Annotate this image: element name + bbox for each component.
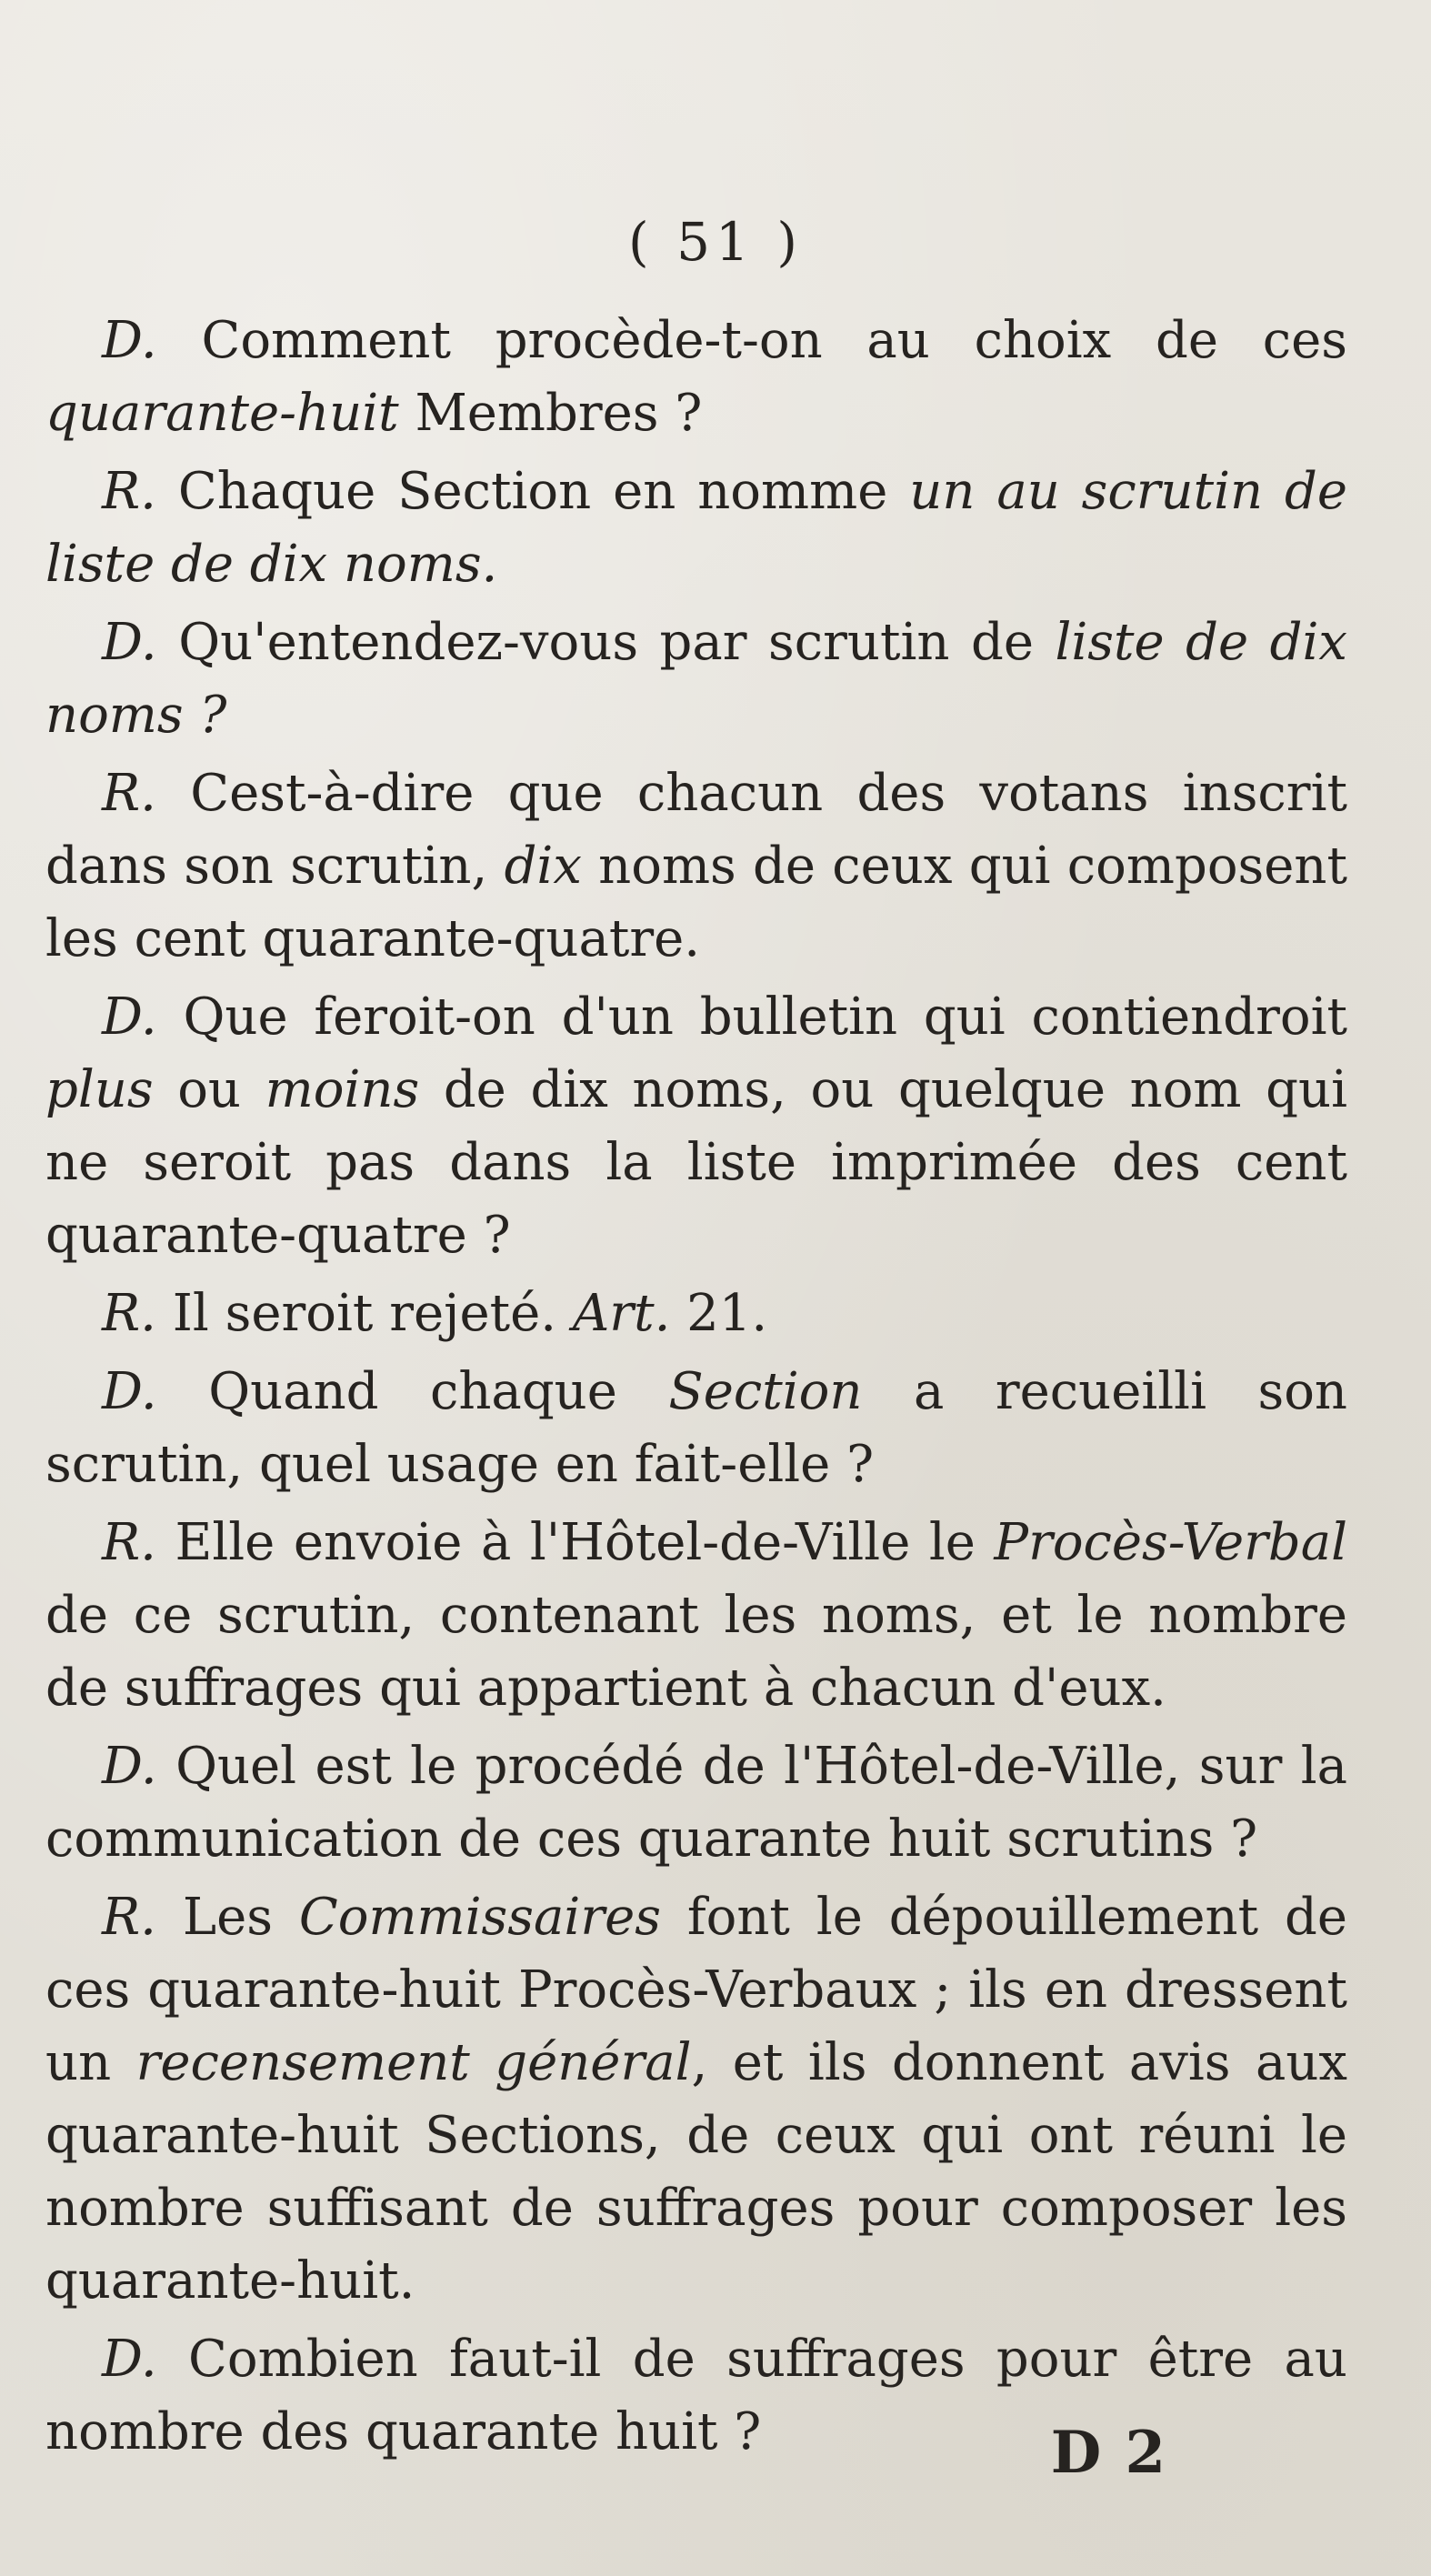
text-segment: Elle envoie à l'Hôtel-de-Ville le (175, 1513, 995, 1572)
speaker-tag: D. (102, 1737, 157, 1796)
answer-paragraph (45, 456, 1347, 601)
speaker-tag: D. (102, 987, 157, 1047)
text-segment: Il seroit rejeté. (172, 1284, 573, 1343)
speaker-tag: R. (102, 1888, 156, 1947)
italic-segment: dix (504, 837, 582, 896)
text-segment: Quel est le procédé de l'Hôtel-de-Ville, sur la communication de ces quarante huit scrutins ? (45, 1737, 1347, 1869)
italic-segment: moins (265, 1060, 420, 1119)
text-segment: de ce scrutin, contenant les noms, et le nombre de suffrages qui appartient à chacun d'eux. (45, 1586, 1347, 1718)
speaker-tag: R. (102, 1284, 156, 1343)
text-segment: noms de ceux qui composent les cent quarante-quatre. (45, 837, 1347, 968)
italic-segment: quarante-huit (45, 384, 399, 443)
italic-segment: liste de dix noms ? (45, 613, 1347, 745)
text-segment: Qu'entendez-vous par scrutin de (178, 613, 1056, 672)
speaker-tag: R. (102, 462, 156, 521)
speaker-tag: D. (102, 2330, 157, 2389)
italic-segment: un au scrutin de liste de dix noms. (45, 462, 1347, 594)
speaker-tag: D. (102, 1362, 157, 1421)
question-paragraph (45, 606, 1347, 752)
speaker-tag: D. (102, 311, 157, 370)
catechism-text (45, 305, 1347, 2474)
text-segment: Membres ? (398, 384, 703, 443)
answer-paragraph (45, 1507, 1347, 1725)
text-segment: ou (153, 1060, 265, 1119)
question-paragraph (45, 305, 1347, 450)
italic-segment: Art. (572, 1284, 671, 1343)
page-number: ( 51 ) (628, 211, 803, 273)
question-paragraph (45, 981, 1347, 1272)
answer-paragraph (45, 1278, 1347, 1350)
speaker-tag: D. (102, 613, 157, 672)
answer-paragraph (45, 757, 1347, 976)
question-paragraph (45, 1730, 1347, 1876)
text-segment: Quand chaque (208, 1362, 669, 1421)
text-segment: de dix noms, ou quelque nom qui ne seroit pas dans la liste imprimée des cent quarante-quatre ? (45, 1060, 1347, 1265)
text-segment: a recueilli son scrutin, quel usage en fait-elle ? (45, 1362, 1347, 1494)
italic-segment: Section (668, 1362, 863, 1421)
italic-segment: recensement général (135, 2033, 692, 2092)
text-segment: Que feroit-on d'un bulletin qui contiendroit (183, 987, 1347, 1047)
text-segment: Cest-à-dire que chacun des votans inscrit dans son scrutin, (45, 764, 1347, 896)
text-segment: 21. (670, 1284, 768, 1343)
speaker-tag: R. (102, 1513, 156, 1572)
signature-mark: D 2 (1050, 2419, 1167, 2487)
text-segment: Chaque Section en nomme (177, 462, 910, 521)
question-paragraph (45, 1356, 1347, 1501)
text-segment: Les (182, 1888, 299, 1947)
italic-segment: plus (45, 1060, 154, 1119)
speaker-tag: R. (102, 764, 156, 823)
italic-segment: Commissaires (298, 1888, 661, 1947)
text-segment: , et ils donnent avis aux quarante-huit Sections, de ceux qui ont réuni le nombre suffisant de suffrages pour composer les quarante-huit. (45, 2033, 1347, 2310)
answer-paragraph (45, 1881, 1347, 2318)
text-segment: Comment procède-t-on au choix de ces (201, 311, 1347, 370)
italic-segment: Procès-Verbal (994, 1513, 1347, 1572)
text-segment: Combien faut-il de suffrages pour être au nombre des quarante huit ? (45, 2330, 1347, 2461)
text-segment: font le dépouillement de ces quarante-huit Procès-Verbaux ; ils en dressent un (45, 1888, 1347, 2092)
